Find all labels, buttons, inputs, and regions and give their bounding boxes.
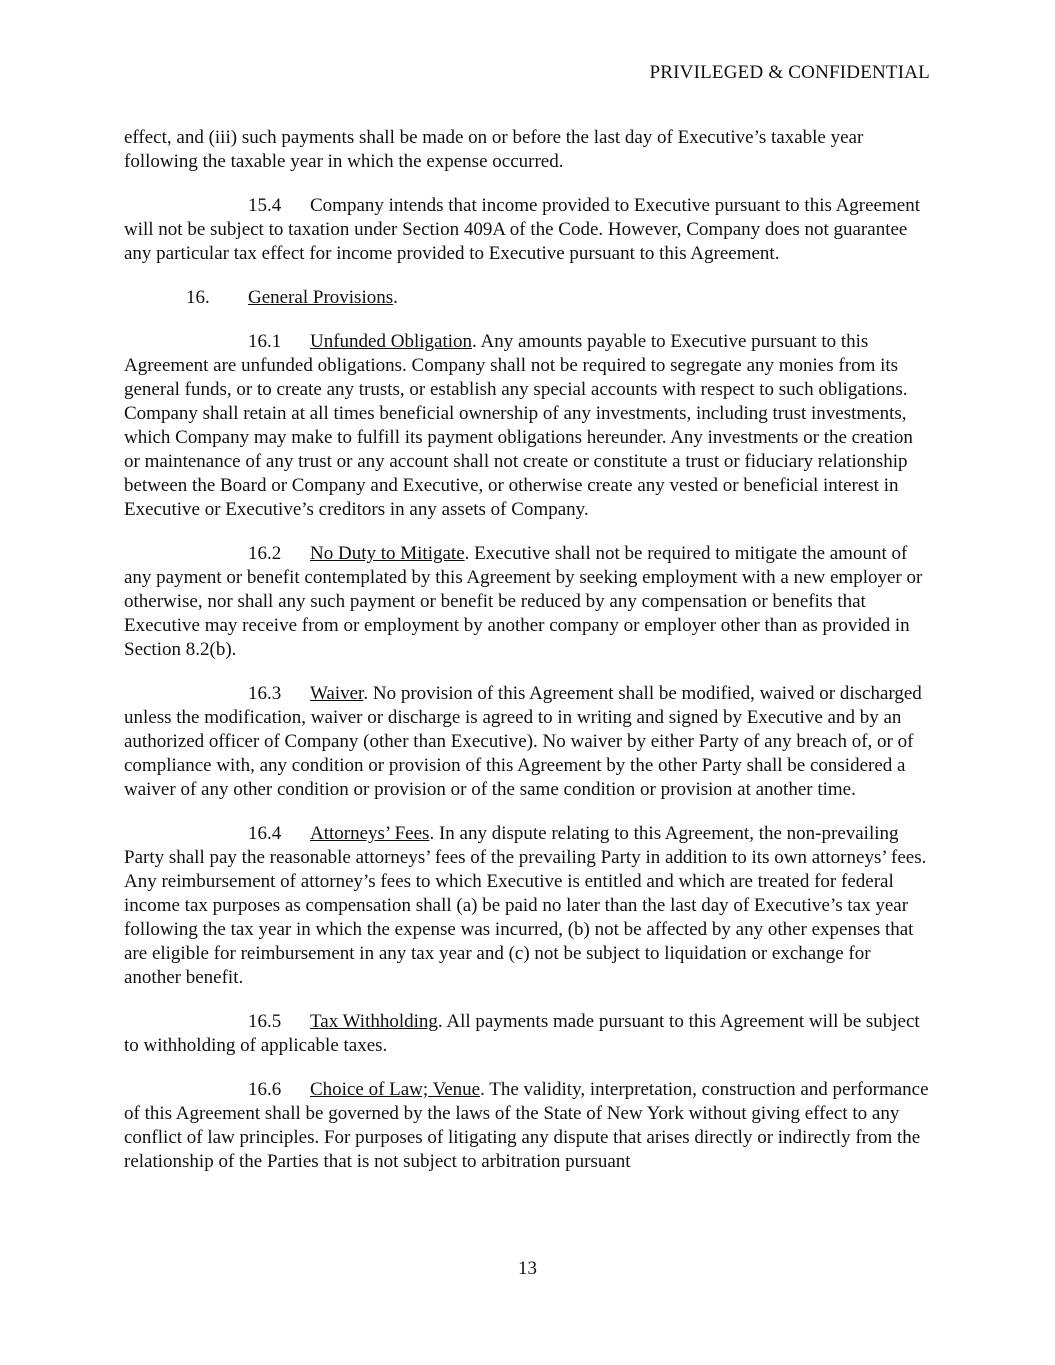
section-number: 15.4 xyxy=(248,195,282,216)
section-16-4 xyxy=(124,822,930,990)
section-text: . Executive shall not be required to mitigate the amount of any payment or benefit contemplated by this Agreement by seeking employment with a new employer or otherwise, nor shall any such payment or benefit be reduced by any compensation or benefits that Executive may receive from or employment by another company or employer other than as provided in Section 8.2(b). xyxy=(124,543,923,660)
section-16-5 xyxy=(124,1010,930,1058)
section-16-6 xyxy=(124,1078,930,1174)
section-number: 16.3 xyxy=(248,683,282,704)
section-16-2 xyxy=(124,542,930,662)
section-number: 16.1 xyxy=(248,331,282,352)
section-16-3 xyxy=(124,682,930,802)
section-number: 16.4 xyxy=(248,823,282,844)
section-number: 16.2 xyxy=(248,543,282,564)
page-number: 13 xyxy=(518,1258,537,1279)
section-title-trail: . xyxy=(393,287,398,308)
section-text: . No provision of this Agreement shall be modified, waived or discharged unless the modification, waiver or discharge is agreed to in writing and signed by Executive and by an authorized officer of Company (other than Executive). No waiver by either Party of any breach of, or of compliance with, any condition or provision of this Agreement by the other Party shall be considered a waiver of any other condition or provision or of the same condition or provision at another time. xyxy=(124,683,922,800)
section-text: . In any dispute relating to this Agreement, the non-prevailing Party shall pay the reasonable attorneys’ fees of the prevailing Party in addition to its own attorneys’ fees. Any reimbursement of attorney’s fees to which Executive is entitled and which are treated for federal income tax purposes as compensation shall (a) be paid no later than the last day of Executive’s tax year following the tax year in which the expense was incurred, (b) not be affected by any other expenses that are eligible for reimbursement in any tax year and (c) not be subject to liquidation or exchange for another benefit. xyxy=(124,823,927,988)
section-title: Attorneys’ Fees xyxy=(310,823,430,844)
section-title: Unfunded Obligation xyxy=(310,331,473,352)
section-text: . All payments made pursuant to this Agreement will be subject to withholding of applicable taxes. xyxy=(124,1011,920,1056)
section-text: . Any amounts payable to Executive pursuant to this Agreement are unfunded obligations. Company shall not be required to segregate any monies from its general funds, or to create any trusts, or establish any special accounts with respect to such obligations. Company shall retain at all times beneficial ownership of any investments, including trust investments, which Company may make to fulfill its payment obligations hereunder. Any investments or the creation or maintenance of any trust or any account shall not create or constitute a trust or fiduciary relationship between the Board or Company and Executive, or otherwise create any vested or beneficial interest in Executive or Executive’s creditors in any assets of Company. xyxy=(124,331,913,520)
section-15-4 xyxy=(124,194,930,266)
section-number: 16. xyxy=(186,287,210,308)
section-text: . The validity, interpretation, construction and performance of this Agreement shall be governed by the laws of the State of New York without giving effect to any conflict of law principles. For purposes of litigating any dispute that arises directly or indirectly from the relationship of the Parties that is not subject to arbitration pursuant xyxy=(124,1079,929,1172)
document-body xyxy=(124,126,930,1194)
continuation-paragraph: effect, and (iii) such payments shall be made on or before the last day of Executive’s taxable year following the taxable year in which the expense occurred. xyxy=(124,127,864,172)
section-title: General Provisions xyxy=(248,287,394,308)
section-title: Tax Withholding xyxy=(310,1011,438,1032)
section-title: Choice of Law; Venue xyxy=(310,1079,481,1100)
section-16-heading xyxy=(124,286,930,310)
section-number: 16.5 xyxy=(248,1011,282,1032)
section-title: No Duty to Mitigate xyxy=(310,543,465,564)
section-title: Waiver xyxy=(310,683,364,704)
confidential-header: PRIVILEGED & CONFIDENTIAL xyxy=(649,62,930,83)
section-16-1 xyxy=(124,330,930,522)
section-text: Company intends that income provided to Executive pursuant to this Agreement will not be subject to taxation under Section 409A of the Code. However, Company does not guarantee any particular tax effect for income provided to Executive pursuant to this Agreement. xyxy=(124,195,920,264)
section-number: 16.6 xyxy=(248,1079,282,1100)
